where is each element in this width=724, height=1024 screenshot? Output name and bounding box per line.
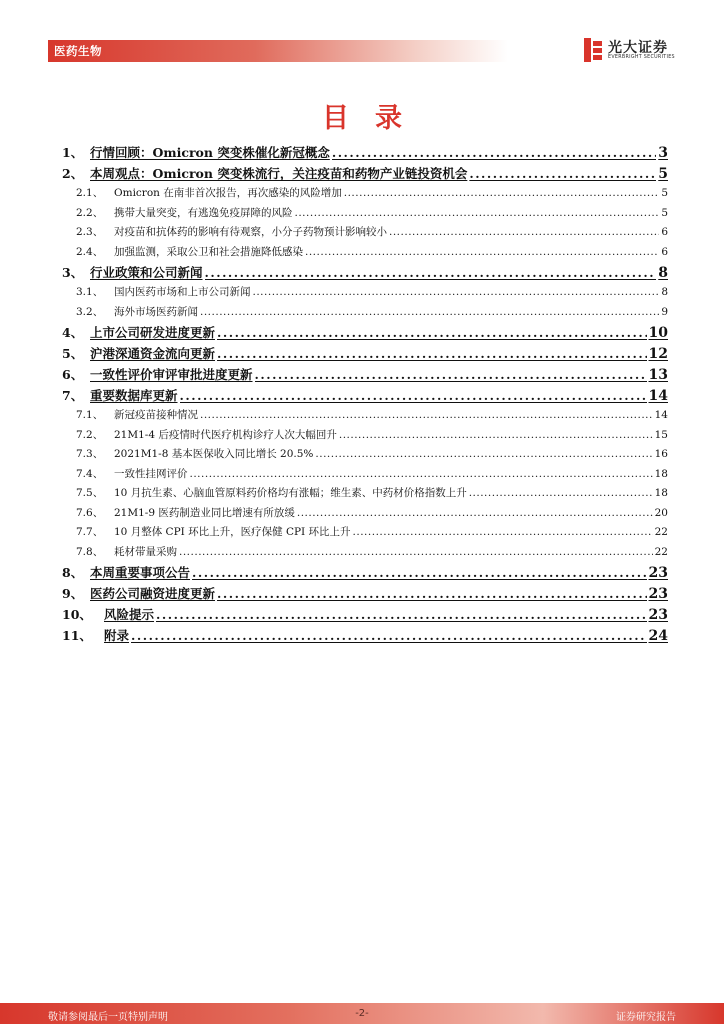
toc-entry-title: 耗材带量采购 bbox=[114, 545, 177, 558]
toc-entry-title: 2021M1-8 基本医保收入同比增长 20.5% bbox=[114, 448, 314, 460]
toc-entry-number: 8、 bbox=[62, 565, 84, 580]
toc-leader-dots bbox=[131, 628, 647, 643]
footer-disclaimer: 敬请参阅最后一页特别声明 bbox=[48, 1012, 168, 1023]
toc-entry-page: 9 bbox=[661, 305, 668, 318]
toc-entry-number: 2.3、 bbox=[76, 226, 104, 238]
toc-entry-number: 1、 bbox=[62, 145, 84, 160]
toc-entry-number: 7.2、 bbox=[76, 428, 104, 441]
toc-leader-dots bbox=[205, 265, 657, 280]
toc-leader-dots bbox=[353, 526, 653, 538]
toc-entry-page: 8 bbox=[658, 265, 668, 281]
toc-entry-title: 国内医药市场和上市公司新闻 bbox=[114, 286, 251, 298]
toc-entry-number: 7.8、 bbox=[76, 545, 104, 558]
toc-entry-title: 一致性评价审评审批进度更新 bbox=[90, 367, 253, 382]
toc-entry-title: 上市公司研发进度更新 bbox=[90, 325, 216, 340]
toc-entry-title: 加强监测，采取公卫和社会措施降低感染 bbox=[114, 245, 303, 258]
toc-leader-dots bbox=[305, 246, 659, 258]
toc-entry-number: 2.2、 bbox=[76, 206, 104, 219]
toc-entry-number: 3、 bbox=[62, 265, 84, 280]
toc-leader-dots bbox=[253, 286, 660, 298]
toc-entry-title: 一致性挂网评价 bbox=[114, 467, 188, 480]
page-title: 目录 bbox=[322, 103, 428, 134]
toc-entry-page: 13 bbox=[648, 367, 668, 383]
toc-entry[interactable] bbox=[62, 244, 668, 264]
toc-entry[interactable] bbox=[62, 205, 668, 225]
toc-entry-page: 23 bbox=[648, 586, 668, 602]
toc-entry[interactable] bbox=[62, 143, 668, 164]
toc-leader-dots bbox=[217, 586, 647, 601]
toc-entry-title: 新冠疫苗接种情况 bbox=[114, 409, 198, 421]
toc-entry-title: 10 月整体 CPI 环比上升，医疗保健 CPI 环比上升 bbox=[114, 526, 351, 538]
toc-entry-title: 携带大量突变，有逃逸免疫屏障的风险 bbox=[114, 206, 293, 219]
toc-entry-number: 10、 bbox=[62, 607, 92, 622]
toc-leader-dots bbox=[339, 429, 653, 441]
toc-entry[interactable] bbox=[62, 224, 668, 244]
logo-chinese-name: 光大证券 bbox=[608, 40, 668, 56]
toc-entry-title: 重要数据库更新 bbox=[90, 388, 178, 403]
toc-entry[interactable] bbox=[62, 485, 668, 505]
toc-entry[interactable] bbox=[62, 544, 668, 564]
toc-entry[interactable] bbox=[62, 164, 668, 185]
toc-entry-page: 20 bbox=[654, 506, 668, 519]
toc-entry[interactable] bbox=[62, 344, 668, 365]
logo-mark-icon bbox=[584, 38, 602, 62]
toc-entry-number: 7.4、 bbox=[76, 467, 104, 480]
section-label: 医药生物 bbox=[54, 44, 102, 58]
toc-entry[interactable] bbox=[62, 304, 668, 324]
toc-entry-number: 3.2、 bbox=[76, 305, 104, 318]
toc-entry-title: 行情回顾：Omicron 突变株催化新冠概念 bbox=[90, 145, 330, 160]
toc-entry-number: 7.6、 bbox=[76, 506, 104, 519]
toc-entry-number: 2、 bbox=[62, 166, 84, 181]
toc-leader-dots bbox=[344, 187, 660, 199]
toc-entry-page: 5 bbox=[661, 206, 668, 219]
toc-entry-page: 12 bbox=[648, 346, 668, 362]
toc-leader-dots bbox=[255, 367, 647, 382]
toc-leader-dots bbox=[469, 166, 656, 181]
toc-entry-page: 16 bbox=[654, 448, 668, 460]
toc-leader-dots bbox=[180, 388, 647, 403]
toc-entry[interactable] bbox=[62, 284, 668, 304]
toc-entry-number: 4、 bbox=[62, 325, 84, 340]
toc-entry-page: 14 bbox=[654, 409, 668, 421]
toc-leader-dots bbox=[156, 607, 647, 622]
toc-entry-page: 15 bbox=[654, 428, 668, 441]
toc-entry-title: 行业政策和公司新闻 bbox=[90, 265, 203, 280]
toc-entry[interactable] bbox=[62, 323, 668, 344]
toc-entry[interactable] bbox=[62, 446, 668, 466]
toc-entry[interactable] bbox=[62, 584, 668, 605]
toc-entry-number: 2.4、 bbox=[76, 245, 104, 258]
toc-entry-page: 10 bbox=[648, 325, 668, 341]
toc-entry-number: 9、 bbox=[62, 586, 84, 601]
toc-entry-page: 18 bbox=[654, 467, 668, 480]
toc-entry-number: 5、 bbox=[62, 346, 84, 361]
toc-entry-title: 21M1-4 后疫情时代医疗机构诊疗人次大幅回升 bbox=[114, 428, 337, 441]
toc-entry-title: Omicron 在南非首次报告，再次感染的风险增加 bbox=[114, 187, 342, 199]
toc-entry-page: 14 bbox=[648, 388, 668, 404]
toc-entry[interactable] bbox=[62, 605, 668, 626]
page-number: -2- bbox=[355, 1008, 369, 1019]
toc-entry[interactable] bbox=[62, 407, 668, 427]
company-logo bbox=[584, 38, 684, 64]
toc-entry[interactable] bbox=[62, 505, 668, 525]
toc-entry-page: 22 bbox=[654, 526, 668, 538]
toc-entry-number: 11、 bbox=[62, 628, 92, 643]
toc-entry-number: 7、 bbox=[62, 388, 84, 403]
toc-entry-title: 本周观点：Omicron 突变株流行，关注疫苗和药物产业链投资机会 bbox=[90, 166, 468, 181]
toc-entry[interactable] bbox=[62, 263, 668, 284]
toc-leader-dots bbox=[297, 507, 653, 519]
toc-leader-dots bbox=[295, 207, 660, 219]
footer-report-type: 证券研究报告 bbox=[616, 1012, 676, 1023]
toc-leader-dots bbox=[179, 546, 653, 558]
toc-entry-title: 21M1-9 医药制造业同比增速有所放缓 bbox=[114, 506, 295, 519]
toc-entry-title: 海外市场医药新闻 bbox=[114, 305, 198, 318]
toc-leader-dots bbox=[332, 145, 656, 160]
toc-entry[interactable] bbox=[62, 524, 668, 544]
toc-leader-dots bbox=[389, 226, 659, 238]
toc-entry-page: 3 bbox=[658, 145, 668, 161]
toc-entry-number: 6、 bbox=[62, 367, 84, 382]
toc-entry-page: 8 bbox=[661, 286, 668, 298]
toc-entry-page: 23 bbox=[648, 565, 668, 581]
toc-entry-number: 7.3、 bbox=[76, 448, 104, 460]
toc-entry-page: 5 bbox=[661, 187, 668, 199]
toc-entry[interactable] bbox=[62, 466, 668, 486]
toc-entry-number: 7.7、 bbox=[76, 526, 104, 538]
toc-leader-dots bbox=[192, 565, 647, 580]
toc-entry-title: 沪港深通资金流向更新 bbox=[90, 346, 216, 361]
toc-entry[interactable] bbox=[62, 386, 668, 407]
toc-entry-page: 22 bbox=[654, 545, 668, 558]
toc-leader-dots bbox=[200, 409, 653, 421]
toc-leader-dots bbox=[469, 487, 653, 499]
toc-entry[interactable] bbox=[62, 563, 668, 584]
header-section-band bbox=[48, 40, 508, 62]
toc-entry-number: 7.5、 bbox=[76, 487, 104, 499]
toc-leader-dots bbox=[315, 448, 652, 460]
toc-entry-page: 5 bbox=[658, 166, 668, 182]
toc-entry-page: 18 bbox=[654, 487, 668, 499]
toc-entry-number: 2.1、 bbox=[76, 187, 104, 199]
toc-entry-title: 本周重要事项公告 bbox=[90, 565, 191, 580]
toc-entry-page: 6 bbox=[661, 245, 668, 258]
toc-entry-page: 24 bbox=[648, 628, 668, 644]
toc-entry-number: 7.1、 bbox=[76, 409, 104, 421]
toc-leader-dots bbox=[200, 306, 659, 318]
toc-entry[interactable] bbox=[62, 427, 668, 447]
toc-leader-dots bbox=[217, 325, 647, 340]
table-of-contents bbox=[62, 143, 668, 647]
toc-entry-title: 10 月抗生素、心脑血管原料药价格均有涨幅；维生素、中药材价格指数上升 bbox=[114, 487, 467, 499]
toc-entry[interactable] bbox=[62, 365, 668, 386]
toc-leader-dots bbox=[217, 346, 647, 361]
toc-entry[interactable] bbox=[62, 185, 668, 205]
toc-leader-dots bbox=[190, 468, 653, 480]
toc-entry-title: 医药公司融资进度更新 bbox=[90, 586, 216, 601]
toc-entry-title: 风险提示 bbox=[104, 607, 155, 622]
toc-entry-page: 6 bbox=[661, 226, 668, 238]
logo-english-name: EVERBRIGHT SECURITIES bbox=[608, 55, 675, 60]
toc-entry-number: 3.1、 bbox=[76, 286, 104, 298]
footer-band bbox=[0, 1003, 724, 1024]
toc-entry[interactable] bbox=[62, 626, 668, 647]
toc-entry-page: 23 bbox=[648, 607, 668, 623]
toc-entry-title: 附录 bbox=[104, 628, 130, 643]
toc-entry-title: 对疫苗和抗体药的影响有待观察，小分子药物预计影响较小 bbox=[114, 226, 387, 238]
